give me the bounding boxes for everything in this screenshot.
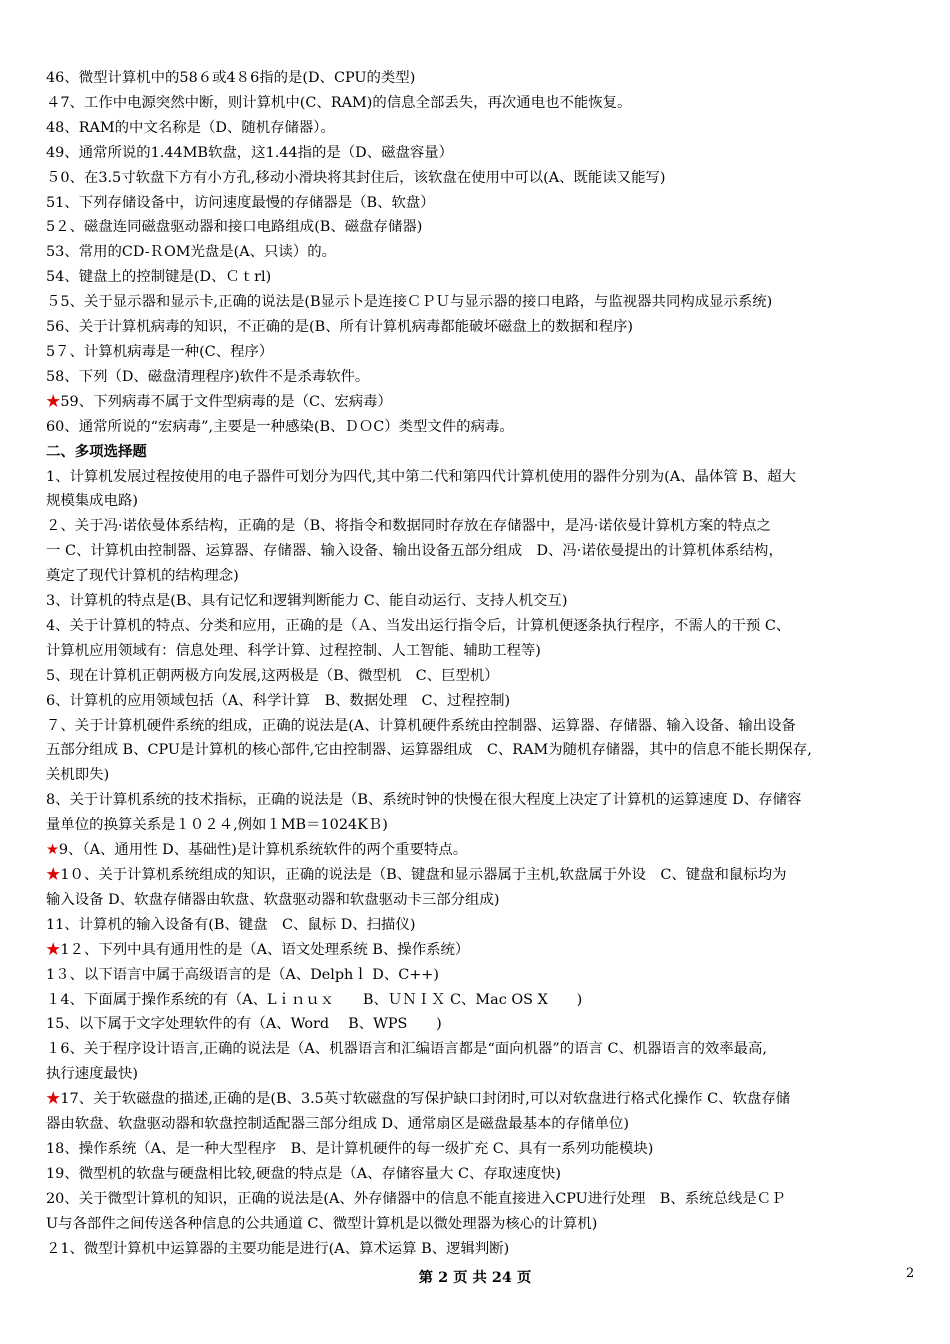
line-text: 9、（A、通用性 D、基础性)是计算机系统软件的两个重要特点。 (58, 842, 468, 859)
line-text: 53、常用的CD-ＲOM光盘是(A、只读）的。 (46, 244, 336, 261)
text-line (46, 1062, 920, 1087)
line-text: 二、多项选择题 (46, 442, 147, 460)
text-line (46, 365, 920, 390)
line-text: 56、关于计算机病毒的知识，不正确的是(B、所有计算机病毒都能破坏磁盘上的数据和程序) (46, 319, 633, 336)
star-icon: ★ (46, 941, 61, 958)
line-text: 19、微型机的软盘与硬盘相比较,硬盘的特点是（A、存储容量大 C、存取速度快) (46, 1165, 561, 1182)
text-line (46, 465, 920, 490)
line-text: 5、现在计算机正朝两极方向发展,这两极是（B、微型机 C、巨型机） (46, 667, 499, 684)
text-line (46, 1037, 920, 1062)
page-footer (0, 1266, 950, 1290)
text-line (46, 589, 920, 614)
line-text: 关机即失) (46, 767, 110, 784)
line-text: 1０、关于计算机系统组成的知识，正确的说法是（B、键盘和显示器属于主机,软盘属于外设 C、键盘和鼠标均为 (60, 867, 787, 883)
star-icon: ★ (46, 867, 61, 883)
line-text: 五部分组成 B、CPU是计算机的核心部件,它由控制器、运算器组成 C、RAM为随机存储器，其中的信息不能长期保存, (46, 742, 812, 759)
line-text: 49、通常所说的1.44MB软盘，这1.44指的是（D、磁盘容量） (46, 144, 454, 161)
line-text: 1３、以下语言中属于高级语言的是（A、Delphｌ D、C++) (46, 966, 439, 983)
text-line (46, 938, 920, 963)
text-line (46, 1112, 920, 1137)
document-body (46, 66, 920, 1262)
line-text: ２、关于冯·诺依曼体系结构，正确的是（B、将指令和数据同时存放在存储器中，是冯·诺依曼计算机方案的特点之 (46, 518, 771, 535)
star-icon: ★ (46, 1091, 61, 1108)
star-icon: ★ (46, 842, 59, 859)
text-line (46, 1162, 920, 1187)
text-line (46, 738, 920, 763)
section-heading (46, 440, 920, 465)
line-text: １6、关于程序设计语言,正确的说法是（A、机器语言和汇编语言都是“面向机器”的语言 C、机器语言的效率最高, (46, 1041, 767, 1058)
text-line (46, 290, 920, 315)
line-text: 59、下列病毒不属于文件型病毒的是（C、宏病毒） (60, 393, 392, 410)
text-line (46, 788, 920, 813)
text-line (46, 1237, 920, 1262)
text-line (46, 66, 920, 91)
line-text: ５0、在3.5寸软盘下方有小方孔,移动小滑块将其封住后，该软盘在使用中可以(A、既能读又能写) (46, 169, 666, 186)
line-text: 5７、计算机病毒是一种(C、程序） (46, 343, 274, 360)
text-line (46, 315, 920, 340)
text-line (46, 340, 920, 365)
line-text: 8、关于计算机系统的技术指标，正确的说法是（B、系统时钟的快慢在很大程度上决定了计算机的运算速度 D、存储容 (46, 792, 802, 809)
star-icon: ★ (46, 393, 61, 410)
line-text: ２1、微型计算机中运算器的主要功能是进行(A、算术运算 B、逻辑判断) (46, 1240, 510, 1257)
text-line (46, 489, 920, 514)
text-line (46, 141, 920, 166)
line-text: 20、关于微型计算机的知识，正确的说法是(A、外存储器中的信息不能直接进入CPU进行处理 B、系统总线是ＣＰ (46, 1190, 786, 1207)
line-text: ７、关于计算机硬件系统的组成，正确的说法是(A、计算机硬件系统由控制器、运算器、存储器、输入设备、输出设备 (46, 717, 796, 734)
line-text: 54、键盘上的控制键是(D、Ｃｔrl) (46, 269, 272, 286)
line-text: ４7、工作中电源突然中断，则计算机中(C、RAM)的信息全部丢失，再次通电也不能恢复。 (46, 94, 632, 111)
text-line (46, 913, 920, 938)
line-text: 计算机应用领域有：信息处理、科学计算、过程控制、人工智能、辅助工程等) (46, 642, 541, 659)
text-line (46, 963, 920, 988)
line-text: 46、微型计算机中的58６或4８6指的是(D、CPU的类型) (46, 70, 416, 86)
text-line (46, 215, 920, 240)
text-line (46, 539, 920, 564)
line-text: 输入设备 D、软盘存储器由软盘、软盘驱动器和软盘驱动卡三部分组成) (46, 891, 500, 908)
line-text: 58、下列（D、磁盘清理程序)软件不是杀毒软件。 (46, 368, 370, 385)
text-line (46, 639, 920, 664)
text-line (46, 838, 920, 863)
text-line (46, 813, 920, 838)
text-line (46, 91, 920, 116)
line-text: １4、下面属于操作系统的有（A、Lｉｎｕｘ B、ＵＮＩＸ C、Mac OS X ) (46, 991, 583, 1008)
text-line (46, 689, 920, 714)
line-text: 51、下列存储设备中，访问速度最慢的存储器是（B、软盘） (46, 194, 435, 211)
text-line (46, 116, 920, 141)
text-line (46, 1212, 920, 1237)
text-line (46, 390, 920, 415)
line-text: 器由软盘、软盘驱动器和软盘控制适配器三部分组成 D、通常扇区是磁盘最基本的存储单位) (46, 1116, 629, 1133)
text-line (46, 863, 920, 888)
text-line (46, 514, 920, 539)
text-line (46, 415, 920, 440)
text-line (46, 240, 920, 265)
line-text: 60、通常所说的“宏病毒”,主要是一种感染(B、ＤＯC）类型文件的病毒。 (46, 418, 514, 435)
line-text: 3、计算机的特点是(B、具有记忆和逻辑判断能力 C、能自动运行、支持人机交互) (46, 593, 568, 610)
text-line (46, 988, 920, 1013)
text-line (46, 1087, 920, 1112)
text-line (46, 564, 920, 589)
line-text: 15、以下属于文字处理软件的有（A、Word B、WPS ) (46, 1016, 442, 1033)
line-text: 一 C、计算机由控制器、运算器、存储器、输入设备、输出设备五部分组成 D、冯·诺依曼提出的计算机体系结构， (46, 543, 783, 560)
page-number: 2 (906, 1266, 915, 1281)
text-line (46, 888, 920, 913)
line-text: 执行速度最快) (46, 1066, 138, 1083)
line-text: 1２、下列中具有通用性的是（A、语文处理系统 B、操作系统） (60, 941, 470, 958)
line-text: 6、计算机的应用领域包括（A、科学计算 B、数据处理 C、过程控制) (46, 692, 511, 709)
text-line (46, 265, 920, 290)
text-line (46, 166, 920, 191)
text-line (46, 191, 920, 216)
text-line (46, 714, 920, 739)
line-text: U与各部件之间传送各种信息的公共通道 C、微型计算机是以微处理器为核心的计算机) (46, 1215, 598, 1232)
line-text: ５5、关于显示器和显示卡,正确的说法是(B显示卜是连接ＣＰＵ与显示器的接口电路，与监视器共同构成显示系统) (46, 294, 773, 311)
text-line (46, 1187, 920, 1212)
line-text: 奠定了现代计算机的结构理念) (46, 568, 239, 585)
line-text: 4、关于计算机的特点、分类和应用，正确的是（Ａ、当发出运行指令后，计算机便逐条执行程序，不需人的干预 C、 (46, 617, 791, 634)
line-text: 量单位的换算关系是１０２４,例如１MB＝1024KＢ) (46, 817, 388, 834)
text-line (46, 763, 920, 788)
line-text: 规模集成电路) (46, 493, 138, 510)
footer-page-info: 第 2 页 共 24 页 (418, 1269, 532, 1286)
line-text: 5２、磁盘连同磁盘驱动器和接口电路组成(B、磁盘存储器) (46, 219, 423, 236)
line-text: 17、关于软磁盘的描述,正确的是(B、3.5英寸软磁盘的写保护缺口封闭时,可以对软盘进行格式化操作 C、软盘存储 (60, 1091, 791, 1108)
text-line (46, 614, 920, 639)
line-text: 18、操作系统（A、是一种大型程序 B、是计算机硬件的每一级扩充 C、具有一系列功能模块) (46, 1140, 654, 1157)
text-line (46, 1012, 920, 1037)
line-text: 11、计算机的输入设备有(B、键盘 C、鼠标 D、扫描仪) (46, 916, 416, 933)
text-line (46, 664, 920, 689)
line-text: 48、RAM的中文名称是（D、随机存储器）。 (46, 119, 335, 136)
text-line (46, 1137, 920, 1162)
line-text: 1、计算机发展过程按使用的电子器件可划分为四代,其中第二代和第四代计算机使用的器件分别为(A、晶体管 B、超大 (46, 468, 797, 485)
